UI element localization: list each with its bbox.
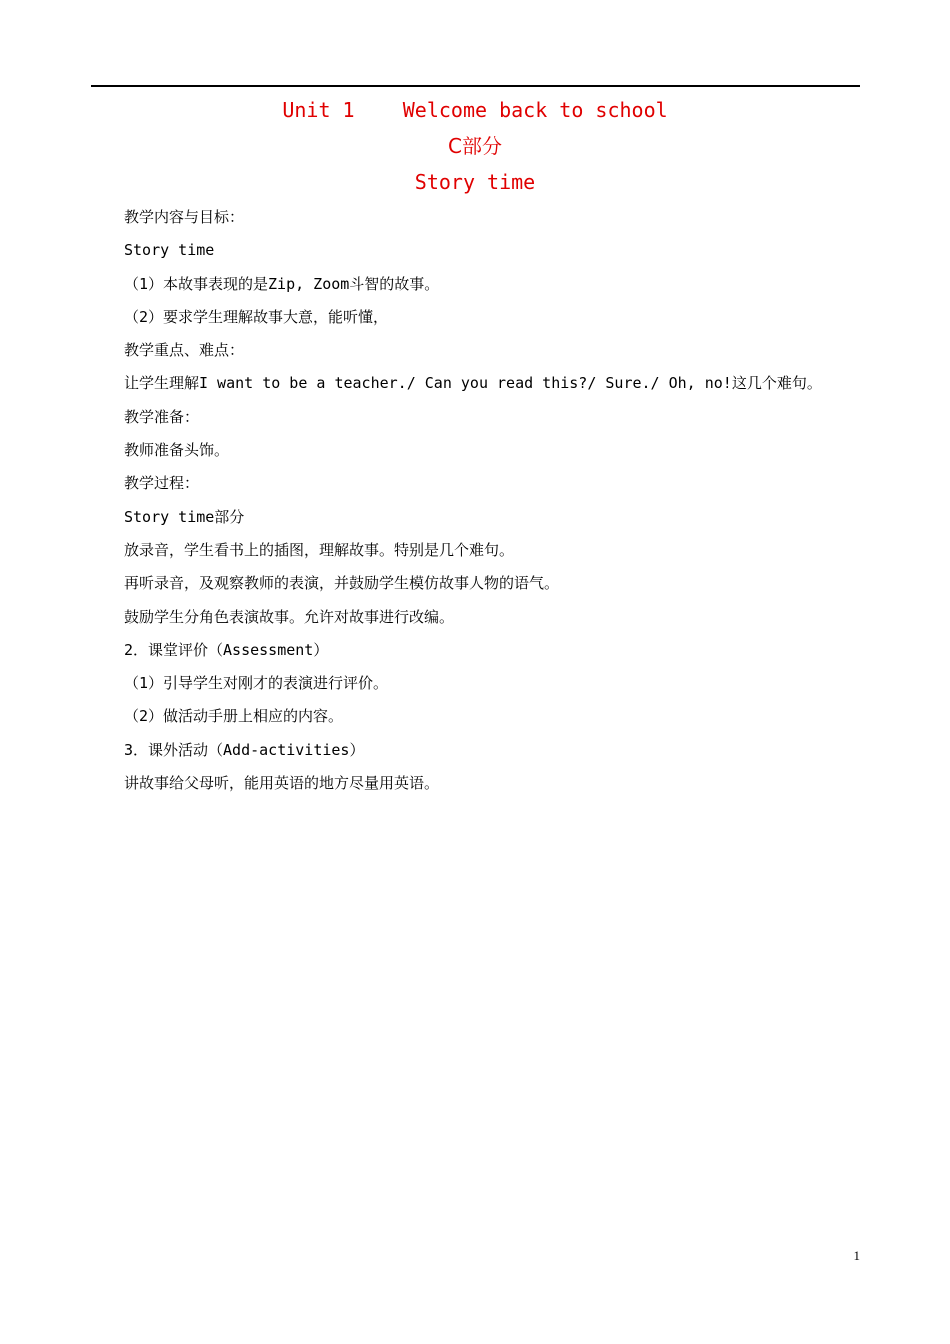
body-line: 讲故事给父母听，能用英语的地方尽量用英语。: [124, 774, 440, 793]
body-line: （2）做活动手册上相应的内容。: [124, 707, 344, 726]
document-title: Unit 1 Welcome back to school: [282, 98, 668, 122]
body-line: 教学内容与目标：: [124, 208, 245, 226]
document-section: Story time: [414, 170, 536, 194]
body-line: 2．课堂评价（Assessment）: [124, 640, 329, 659]
body-line: （2）要求学生理解故事大意，能听懂，: [124, 307, 389, 326]
lesson-plan-body: [124, 205, 864, 804]
body-line: 教学准备：: [124, 407, 200, 426]
body-line: 教师准备头饰。: [124, 441, 230, 460]
body-line: 教学过程：: [124, 474, 200, 493]
body-line: 教学重点、难点：: [124, 341, 245, 360]
body-line: 放录音，学生看书上的插图，理解故事。特别是几个难句。: [124, 540, 515, 559]
page-number: 1: [853, 1248, 860, 1263]
body-line: Story time: [124, 241, 215, 260]
body-line: Story time部分: [124, 507, 245, 526]
body-line: 鼓励学生分角色表演故事。允许对故事进行改编。: [124, 607, 455, 626]
body-line: （1）引导学生对刚才的表演进行评价。: [124, 674, 389, 693]
body-line: （1）本故事表现的是Zip, Zoom斗智的故事。: [124, 274, 440, 293]
body-line: 让学生理解I want to be a teacher./ Can you read this?/ Sure./ Oh, no!这几个难句。: [124, 374, 822, 393]
body-line: 再听录音，及观察教师的表演，并鼓励学生模仿故事人物的语气。: [124, 574, 560, 593]
body-line: 3．课外活动（Add-activities）: [124, 740, 365, 759]
document-part: C部分: [448, 134, 502, 158]
header-rule: [91, 85, 860, 87]
